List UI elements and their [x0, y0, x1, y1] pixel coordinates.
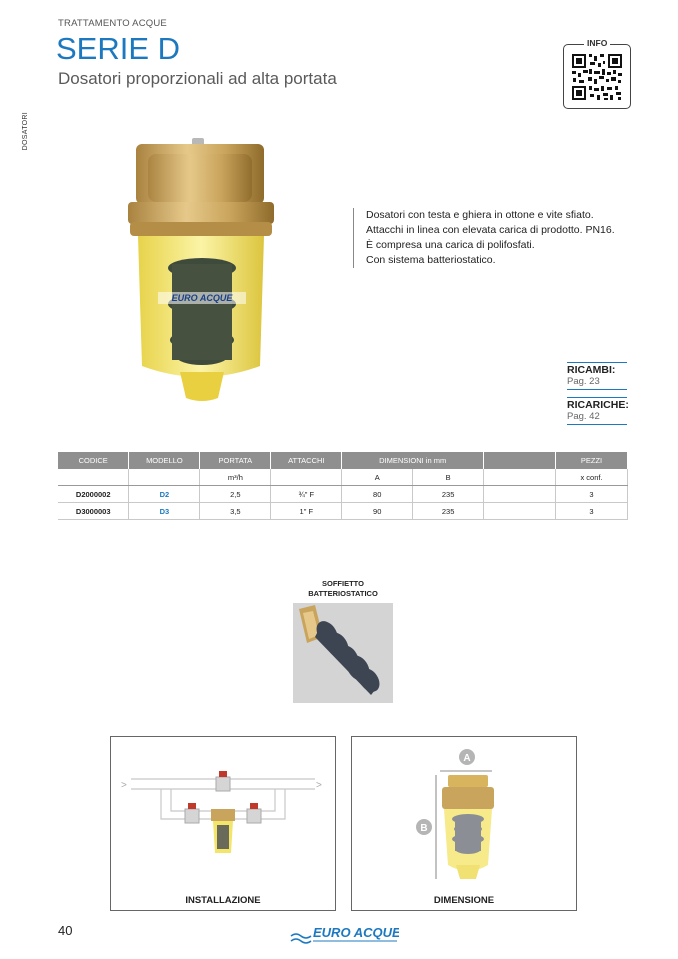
table-cell: 235: [413, 486, 484, 503]
table-cell: 235: [413, 503, 484, 520]
installation-diagram: [111, 737, 335, 887]
installazione-caption: INSTALLAZIONE: [185, 895, 261, 906]
spec-table: [58, 452, 628, 520]
qr-code-icon: [564, 45, 630, 108]
product-brand-mark: EURO ACQUE: [171, 293, 233, 303]
table-cell: B: [413, 469, 484, 486]
installazione-panel: [110, 736, 336, 911]
table-cell: [129, 469, 200, 486]
ricariche-label: RICARICHE:: [567, 399, 629, 411]
dimension-a-label: A: [463, 753, 471, 764]
table-cell: x conf.: [556, 469, 628, 486]
table-cell: 1" F: [271, 503, 342, 520]
table-cell: 80: [342, 486, 413, 503]
ricambi-page: Pag. 23: [567, 376, 627, 390]
page-number: 40: [58, 923, 73, 938]
table-header-cell: CODICE: [58, 452, 129, 469]
table-header-cell: PORTATA: [200, 452, 271, 469]
soffietto-caption-line: BATTERIOSTATICO: [308, 589, 378, 598]
soffietto-caption-line: SOFFIETTO: [322, 579, 364, 588]
table-cell: [484, 503, 556, 520]
dimension-diagram: [352, 737, 576, 887]
table-cell: ¾" F: [271, 486, 342, 503]
table-cell: [58, 469, 129, 486]
qr-code[interactable]: [563, 44, 631, 109]
table-cell: D3: [129, 503, 200, 520]
ricariche-page: Pag. 42: [567, 411, 627, 425]
product-description: [353, 208, 646, 268]
product-photo: [118, 136, 288, 412]
description-line: Dosatori con testa e ghiera in ottone e vite sfiato.: [366, 209, 594, 221]
svg-text:>: >: [121, 780, 127, 791]
table-row: [58, 503, 628, 520]
table-cell: [484, 486, 556, 503]
table-header-cell: [484, 452, 556, 469]
description-line: Con sistema batteriostatico.: [366, 254, 496, 266]
ricambi-link[interactable]: [567, 362, 627, 390]
description-line: È compresa una carica di polifosfati.: [366, 239, 535, 251]
table-cell: A: [342, 469, 413, 486]
table-header-cell: ATTACCHI: [271, 452, 342, 469]
table-cell: 3: [556, 486, 628, 503]
section-kicker: TRATTAMENTO ACQUE: [58, 18, 167, 29]
table-header-row: [58, 452, 628, 469]
page-title: SERIE D: [56, 31, 181, 66]
table-header-cell: PEZZI: [556, 452, 628, 469]
table-cell: 90: [342, 503, 413, 520]
table-cell: 2,5: [200, 486, 271, 503]
dimension-b-label: B: [420, 823, 428, 834]
dimensione-panel: [351, 736, 577, 911]
qr-info-label: INFO: [584, 38, 610, 48]
ricariche-link[interactable]: [567, 397, 627, 425]
soffietto-caption: [292, 579, 394, 599]
table-cell: 3,5: [200, 503, 271, 520]
table-units-row: [58, 469, 628, 486]
description-line: Attacchi in linea con elevata carica di prodotto. PN16.: [366, 224, 615, 236]
doser-icon: [211, 809, 235, 853]
table-cell: D3000003: [58, 503, 129, 520]
table-header-cell: DIMENSIONI in mm: [342, 452, 484, 469]
soffietto-photo: [293, 603, 393, 703]
table-cell: 3: [556, 503, 628, 520]
euroacque-logo: [289, 920, 399, 946]
table-row: [58, 486, 628, 503]
table-header-cell: MODELLO: [129, 452, 200, 469]
table-cell: D2000002: [58, 486, 129, 503]
svg-text:>: >: [316, 780, 322, 791]
dimensione-caption: DIMENSIONE: [433, 895, 495, 906]
table-cell: [484, 469, 556, 486]
ricambi-label: RICAMBI:: [567, 362, 627, 376]
page-subtitle: Dosatori proporzionali ad alta portata: [58, 69, 337, 88]
table-cell: [271, 469, 342, 486]
logo-text: EURO ACQUE: [313, 925, 399, 940]
table-cell: D2: [129, 486, 200, 503]
side-category-label: DOSATORI: [22, 112, 29, 151]
table-cell: m³/h: [200, 469, 271, 486]
